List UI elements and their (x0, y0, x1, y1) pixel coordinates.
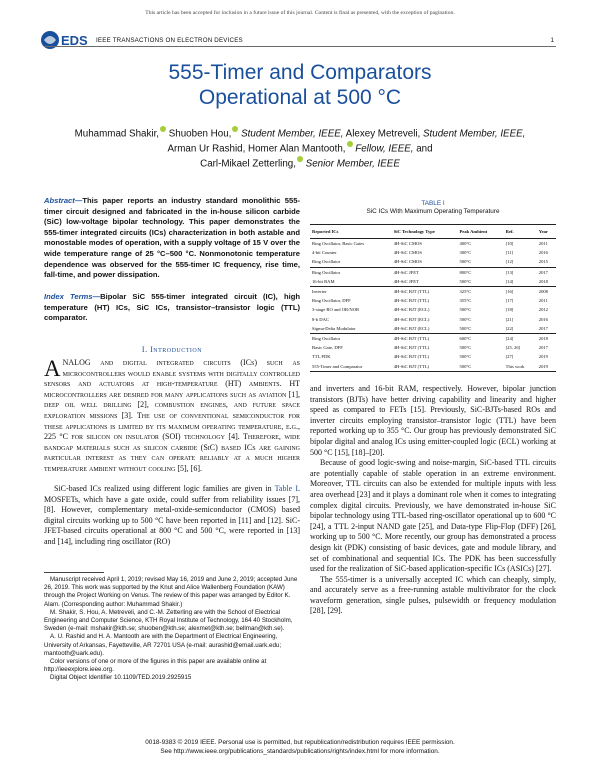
rights-line: See http://www.ieee.org/publications_standards/publications/rights/index.html for more information. (160, 748, 440, 755)
table-link[interactable]: Table I (274, 484, 298, 493)
footnote-color: Color versions of one or more of the figures in this paper are available online at http://ieeexplore.ieee.org. (44, 658, 267, 674)
table-cell: 500°C (459, 345, 472, 351)
table-cell: 500°C (457, 361, 503, 371)
author-name: Carl-Mikael Zetterling, (200, 157, 296, 169)
table-row (310, 257, 556, 267)
table-row (310, 333, 556, 343)
table-cell: 2012 (538, 307, 548, 313)
table-cell: [13] (504, 267, 537, 277)
table-cell: [10] (505, 241, 514, 247)
acceptance-note: This article has been accepted for inclusion in a future issue of this journal. Content is final as presented, with the exception of pagination. (145, 10, 455, 16)
table-cell: 4-bit Counter (312, 250, 337, 256)
table-cell: 300°C (459, 250, 472, 256)
author-membership: Student Member, IEEE, (238, 128, 344, 140)
table-header: Ref. (504, 225, 537, 239)
table-cell: Ring Oscillator, Basic Gates (312, 241, 365, 247)
sic-ic-table (310, 224, 556, 372)
table-cell: TTL PDK (312, 354, 331, 360)
table-row (310, 343, 556, 352)
table-label: TABLE I (421, 200, 445, 207)
table-cell: Ring Oscillator, DFF (312, 298, 351, 304)
table-cell: This work (504, 361, 537, 371)
table-cell: 2008 (537, 286, 556, 296)
author-conjunction: and (413, 143, 433, 155)
author-membership: Senior Member, IEEE (302, 157, 400, 169)
table-row (310, 324, 556, 334)
table-cell: 500°C (459, 316, 472, 322)
table-cell: 500°C (459, 307, 472, 313)
table-cell: 4H-SiC BJT (TTL) (392, 286, 458, 296)
footnote-doi: Digital Object Identifier 10.1109/TED.2019.2925915 (50, 674, 192, 682)
table-header: Year (537, 225, 556, 239)
table-cell: [22] (505, 325, 514, 331)
table-row (310, 277, 556, 287)
table-header: SiC Technology Type (392, 225, 458, 239)
table-cell: 4H-SiC CMOS (393, 250, 422, 256)
table-row (310, 248, 556, 257)
author-name: Arman Ur Rashid, Homer Alan Mantooth, (167, 143, 346, 155)
table-cell: 2017 (538, 325, 548, 331)
table-cell: 500°C (459, 259, 472, 265)
table-cell: 3-stage RO and OR/NOR (312, 307, 360, 313)
right-paragraph-3: The 555-timer is a universally accepted IC which can cheaply, simply, and accurately serve as a free-running astable multivibrator for the clock waveform generation, single pulses, pulsewidth or frequency modulation [28], [29]. (310, 574, 556, 616)
author-membership: Fellow, IEEE, (352, 143, 414, 155)
table-row (310, 286, 556, 296)
index-terms-text: Bipolar SiC 555-timer integrated circuit (IC), high temperature (HT) ICs, SiC ICs, transistor–transistor logic (TTL) comparator. (44, 292, 300, 323)
table-cell: 4H-SiC BJT (ECL) (393, 325, 430, 331)
table-cell: 4H-SiC JFET (392, 267, 458, 277)
right-column-text (310, 384, 556, 617)
table-cell: 555-Timer and Comparator (310, 361, 392, 371)
title-line-1: 555-Timer and Comparators (168, 61, 432, 84)
table-cell: 2019 (538, 354, 548, 360)
paper-title (0, 60, 600, 110)
footnote-affiliation-2: A. U. Rashid and H. A. Mantooth are with the Department of Electrical Engineering, University of Arkansas, Fayetteville, AR 72701 USA (e-mail: aurashid@email.uark.edu; mantooth@uark.edu). (44, 633, 282, 657)
table-cell: 2011 (538, 298, 548, 304)
title-line-2: Operational at 500 °C (198, 86, 402, 109)
right-paragraph-2: Because of good logic-swing and noise-margin, SiC-based TTL circuits are potentially capable of stable operation in an extreme environment. Moreover, TTL circuits can also be extended for multiple inputs with less area overhead [23] and it plays a dominant role when it comes to integrating complex digital circuits. Previously, we have demonstrated in-house SiC bipolar technology using TTL-based ring-oscillator operational up to 600 °C [24], a TTL 2-input NAND gate [25], and Data-type Flip-Flop (DFF) [26], working up to 500 °C. More recently, our group has demonstrated a process design kit (PDK) consisting of basic devices, gate and module library, and set of combinational and sequential ICs. The PDK has been successfully used for the realization of SiC-based application-specific ICs (ASICs) [27]. (310, 458, 556, 574)
table-row (310, 352, 556, 361)
table-cell: Ring Oscillator (310, 333, 392, 343)
table-cell: [27] (505, 354, 514, 360)
table-cell: 500°C (459, 354, 472, 360)
table-cell: 2016 (538, 316, 548, 322)
author-name: Alexey Metreveli, (343, 128, 421, 140)
footnotes (44, 576, 300, 683)
author-membership: Student Member, IEEE, (420, 128, 526, 140)
table-cell: 4H-SiC BJT (TTL) (393, 298, 430, 304)
table-cell: Inverter (310, 286, 392, 296)
table-cell: Ring Oscillator (312, 259, 341, 265)
table-cell: Sigma-Delta Modulator (312, 325, 356, 331)
table-cell: 355°C (459, 298, 472, 304)
table-row (310, 267, 556, 277)
table-cell: 4H-SiC BJT (TTL) (392, 361, 458, 371)
table-cell: 2019 (537, 361, 556, 371)
table-cell: [12] (505, 259, 514, 265)
table-cell: [25, 26] (505, 345, 521, 351)
abstract (44, 196, 300, 281)
table-cell: [16] (504, 286, 537, 296)
table-cell: 4H-SiC CMOS (393, 259, 422, 265)
table-header: Reported ICs (310, 225, 392, 239)
table-cell: 2011 (538, 241, 548, 247)
table-cell: 500°C (459, 325, 472, 331)
author-name: Shuoben Hou, (166, 128, 232, 140)
table-cell: 8-b DAC (312, 316, 329, 322)
table-cell: Ring Oscillator (310, 267, 392, 277)
table-cell: [14] (505, 278, 514, 284)
abstract-text: This paper reports an industry standard monolithic 555-timer circuit designed and fabricated in the in-house silicon carbide (SiC) low-voltage bipolar technology. This paper demonstrates the 555-timer integrated circuits (ICs) characterization in both astable and monostable modes of operation, with a supply voltage of 15 V over the wide temperature range of 25 °C–500 °C. Nonmonotonic temperature dependence was observed for the 555-timer IC frequency, rise time, fall-time, and power dissipation. (44, 196, 300, 280)
table-cell: 500°C (459, 278, 472, 284)
copyright-line: 0018-9383 © 2019 IEEE. Personal use is permitted, but republication/redistribution requires IEEE permission. (145, 739, 455, 746)
table-cell: [11] (505, 250, 514, 256)
table-cell: 2018 (537, 333, 556, 343)
table-row (310, 305, 556, 314)
table-cell: 800°C (457, 267, 503, 277)
index-terms-label: Index Terms— (44, 292, 101, 301)
footnote-manuscript: Manuscript received April 1, 2019; revised May 16, 2019 and June 2, 2019; accepted June 26, 2019. This work was supported by the Knut and Alice Wallenberg Foundation (KAW) through the Project Working on Venus. The review of this paper was arranged by Editor K. Alam. (Corresponding author: Muhammad Shakir.) (44, 576, 298, 608)
table-cell: 2017 (537, 267, 556, 277)
table-cell: 325°C (457, 286, 503, 296)
table-cell: 2016 (538, 250, 548, 256)
journal-name: IEEE TRANSACTIONS ON ELECTRON DEVICES (96, 37, 243, 44)
table-row (310, 361, 556, 371)
index-terms (44, 292, 300, 324)
table-cell: 16-bit RAM (312, 278, 335, 284)
table-row (310, 315, 556, 324)
author-name: Muhammad Shakir, (74, 128, 160, 140)
table-cell: 2017 (538, 345, 548, 351)
right-paragraph-1: and inverters and 16-bit RAM, respectively. However, bipolar junction transistors (BJTs) have better driving capability and linearity and higher speed as compared to FETs [15]. Previously, SiC-BJTs-based ROs and inverter circuits employing transistor–transistor logic (TTL) have been reported working up to 355 °C. Our group has previously demonstrated SiC bipolar digital and analog ICs using emitter-coupled logic (ECL) working at 500 °C [15], [18]–[20]. (310, 384, 556, 457)
table-cell: [17] (505, 298, 514, 304)
intro-paragraph-2: SiC-based ICs realized using different logic families are given in Table I. MOSFETs, which have a gate oxide, could suffer from reliability issues [7], [8]. However, complementary metal-oxide-semiconductor (CMOS) based digital circuits working up to 500 °C have been reported in [11] and [12]. SiC-JFET-based circuits operational at 800 °C and 500 °C, were reported in [13] and [14], including ring oscillator (RO) (44, 484, 300, 546)
table-row (310, 296, 556, 305)
table-cell: 400°C (459, 241, 472, 247)
table-cell: 4H-SiC BJT (ECL) (393, 307, 430, 313)
table-cell: 4H-SiC BJT (ECL) (393, 316, 430, 322)
table-cell: [24] (504, 333, 537, 343)
table-header-row (310, 225, 556, 239)
author-list (40, 126, 560, 170)
intro-paragraph-1 (44, 358, 300, 475)
table-header: Peak Ambient (457, 225, 503, 239)
table-row (310, 239, 556, 249)
intro-text: NALOG and digital integrated circuits (ICs) such as microcontrollers would enable systems with digitally controlled sensors and actuators at high-temperature (HT) ambients. HT microcontrollers are desired for many applications such as aviation [1], deep oil well drilling [2], combustion engines, and future space exploration missions [3]. The use of conventional semiconductor for these applications is limited by its maximum operating temperature, e.g., 225 °C for silicon on insulator (SOI) technology [4]. Therefore, wide bandgap materials such as silicon carbide (SiC) based ICs are gaining particular interest as they can operate reliably at a much higher temperature ambient without cooling [5], [6]. (44, 358, 300, 473)
table-cell: 2018 (538, 278, 548, 284)
footnote-affiliation-1: M. Shakir, S. Hou, A. Metreveli, and C.-M. Zetterling are with the School of Electrical Engineering and Computer Science, KTH Royal Institute of Technology, 164 40 Stockholm, Sweden (e-mail: mshakir@kth.se; shuoben@kth.se; alexmet@kth.se; bellman@kth.se). (44, 608, 293, 633)
header-rule (44, 46, 556, 47)
section-heading: I. Introduction (141, 345, 203, 354)
drop-cap: A (44, 356, 61, 381)
table-cell: [21] (505, 316, 514, 322)
table-cell: [18] (505, 307, 514, 313)
table-cell: 4H-SiC BJT (TTL) (392, 333, 458, 343)
table-cell: 4H-SiC CMOS (393, 241, 422, 247)
logo-text: EDS (61, 33, 88, 48)
footnote-rule (44, 572, 104, 573)
abstract-label: Abstract— (44, 196, 83, 205)
table-title: SiC ICs With Maximum Operating Temperature (366, 208, 500, 215)
table-cell: 2015 (538, 259, 548, 265)
table-cell: 4H-SiC BJT (TTL) (393, 354, 430, 360)
page-number: 1 (550, 37, 554, 44)
table-caption (310, 200, 556, 216)
table-cell: 4H-SiC JFET (393, 278, 419, 284)
eds-logo (40, 30, 90, 50)
table-cell: 600°C (457, 333, 503, 343)
table-cell: 4H-SiC BJT (TTL) (393, 345, 430, 351)
table-cell: Basic Gate, DFF (312, 345, 343, 351)
